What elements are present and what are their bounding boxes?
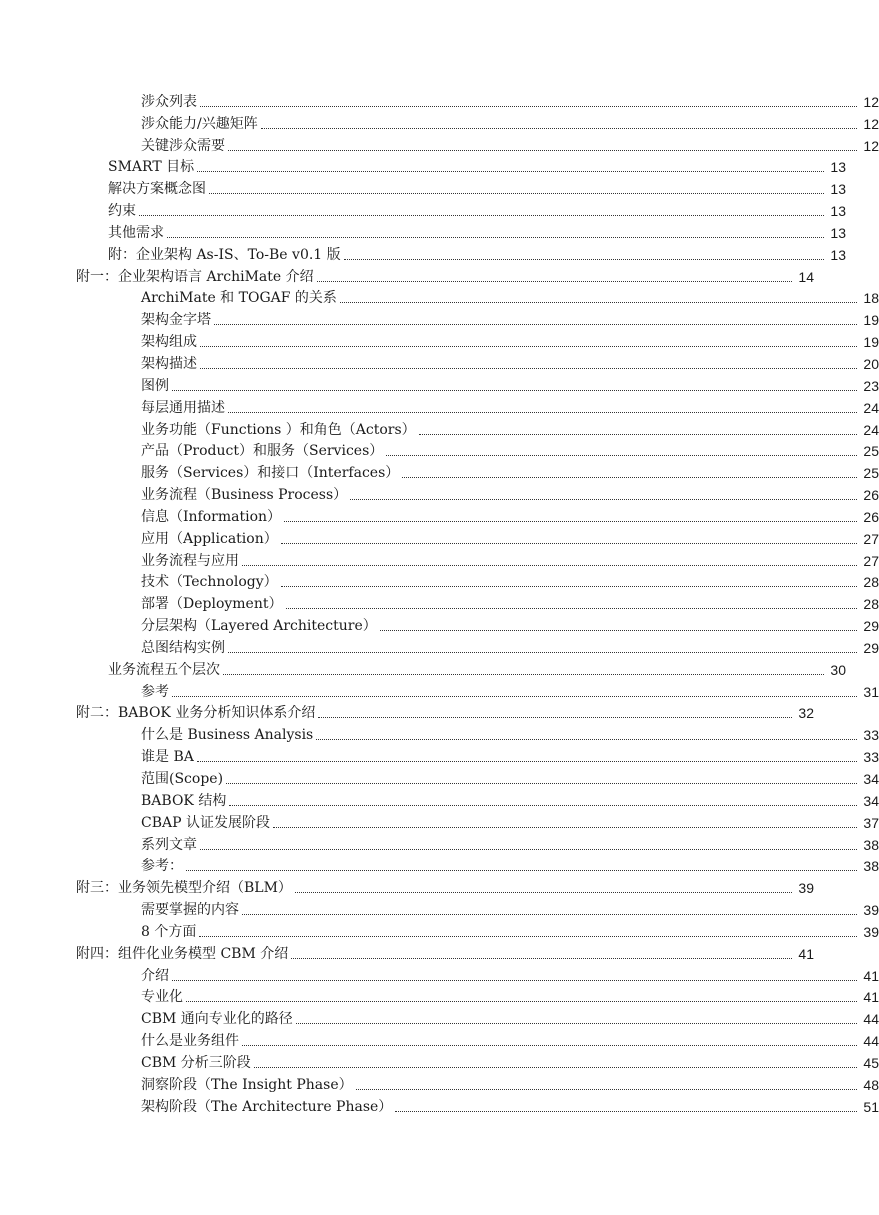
toc-entry-title: 业务流程（Business Process） <box>141 487 348 504</box>
toc-entry-page-number: 41 <box>863 989 879 1006</box>
toc-entry-title: 系列文章 <box>141 836 197 853</box>
toc-entry[interactable] <box>0 176 846 198</box>
toc-entry[interactable] <box>0 133 879 155</box>
toc-entry[interactable] <box>0 1050 879 1072</box>
toc-entry-title: 关键涉众需要 <box>141 137 225 154</box>
toc-entry-page-number: 23 <box>863 377 879 394</box>
dot-leader <box>286 608 858 609</box>
dot-leader <box>281 586 857 587</box>
toc-entry[interactable] <box>0 766 879 788</box>
toc-entry[interactable] <box>0 329 879 351</box>
toc-entry[interactable] <box>0 460 879 482</box>
toc-entry-page-number: 24 <box>863 399 879 416</box>
toc-entry-title: 部署（Deployment） <box>141 596 283 613</box>
toc-entry-title: 技术（Technology） <box>141 574 278 591</box>
dot-leader <box>402 477 857 478</box>
toc-entry-page-number: 20 <box>863 355 879 372</box>
dot-leader <box>291 958 792 959</box>
toc-entry-title: 服务（Services）和接口（Interfaces） <box>141 465 400 482</box>
dot-leader <box>200 106 857 107</box>
toc-entry-page-number: 39 <box>863 923 879 940</box>
toc-entry-title: 附：企业架构 As-IS、To-Be v0.1 版 <box>108 246 341 263</box>
toc-entry-title: 架构金字塔 <box>141 312 211 329</box>
toc-entry-page-number: 32 <box>798 705 814 722</box>
toc-entry[interactable] <box>0 832 879 854</box>
dot-leader <box>197 171 824 172</box>
toc-entry-title: 范围(Scope) <box>141 771 224 787</box>
toc-entry-title: 涉众能力/兴趣矩阵 <box>141 115 258 132</box>
toc-entry[interactable] <box>0 417 879 439</box>
toc-entry[interactable] <box>0 875 814 897</box>
dot-leader <box>261 128 857 129</box>
toc-entry-page-number: 29 <box>863 618 879 635</box>
toc-entry-page-number: 19 <box>863 334 879 351</box>
toc-entry-title: 涉众列表 <box>141 93 197 110</box>
toc-entry-title: 什么是业务组件 <box>141 1033 239 1050</box>
toc-entry-page-number: 24 <box>863 421 879 438</box>
toc-entry-title: BABOK 结构 <box>141 792 227 809</box>
dot-leader <box>295 892 792 893</box>
toc-entry-page-number: 45 <box>863 1054 879 1071</box>
toc-entry-page-number: 13 <box>830 203 846 220</box>
toc-entry-title: 约束 <box>108 203 136 220</box>
toc-entry-title: 每层通用描述 <box>141 399 225 416</box>
dot-leader <box>139 215 824 216</box>
toc-entry-page-number: 33 <box>863 727 879 744</box>
dot-leader <box>281 543 857 544</box>
dot-leader <box>199 936 857 937</box>
dot-leader <box>340 302 857 303</box>
toc-entry-title: CBM 分析三阶段 <box>141 1054 251 1071</box>
toc-entry[interactable] <box>0 1028 879 1050</box>
dot-leader <box>242 1045 857 1046</box>
toc-entry-page-number: 19 <box>863 312 879 329</box>
toc-entry-page-number: 13 <box>830 181 846 198</box>
toc-entry[interactable] <box>0 985 879 1007</box>
toc-entry-page-number: 28 <box>863 574 879 591</box>
toc-entry[interactable] <box>0 897 879 919</box>
dot-leader <box>200 346 857 347</box>
toc-entry[interactable] <box>0 963 879 985</box>
toc-entry-title: 架构组成 <box>141 334 197 351</box>
toc-entry-title: 其他需求 <box>108 224 164 241</box>
toc-entry[interactable] <box>0 679 879 701</box>
dot-leader <box>200 368 857 369</box>
toc-entry-page-number: 39 <box>863 902 879 919</box>
toc-entry-title: 附四：组件化业务模型 CBM 介绍 <box>76 945 289 962</box>
toc-entry-title: 附三：业务领先模型介绍（BLM） <box>76 880 292 897</box>
dot-leader <box>318 717 792 718</box>
toc-entry-page-number: 12 <box>863 93 879 110</box>
toc-entry[interactable] <box>0 395 879 417</box>
toc-entry[interactable] <box>0 788 879 810</box>
toc-entry-page-number: 13 <box>830 246 846 263</box>
toc-entry[interactable] <box>0 635 879 657</box>
toc-entry-title: 附二：BABOK 业务分析知识体系介绍 <box>76 705 316 722</box>
toc-entry-page-number: 26 <box>863 508 879 525</box>
toc-entry-page-number: 34 <box>863 792 879 809</box>
toc-entry[interactable] <box>0 744 879 766</box>
dot-leader <box>356 1089 857 1090</box>
toc-entry-title: 8 个方面 <box>141 923 197 940</box>
toc-entry-page-number: 27 <box>863 530 879 547</box>
dot-leader <box>344 259 824 260</box>
toc-entry[interactable] <box>0 286 879 308</box>
dot-leader <box>226 783 857 784</box>
toc-entry[interactable] <box>0 89 879 111</box>
toc-entry-page-number: 12 <box>863 137 879 154</box>
toc-entry[interactable] <box>0 526 879 548</box>
toc-entry-page-number: 30 <box>830 661 846 678</box>
toc-entry-title: 附一：企业架构语言 ArchiMate 介绍 <box>76 268 314 285</box>
toc-entry[interactable] <box>0 657 846 679</box>
dot-leader <box>209 193 824 194</box>
toc-entry-title: 谁是 BA <box>141 749 194 766</box>
toc-entry[interactable] <box>0 591 879 613</box>
toc-entry-title: 总图结构实例 <box>141 639 225 656</box>
toc-entry-title: CBM 通向专业化的路径 <box>141 1011 293 1028</box>
toc-entry-page-number: 12 <box>863 115 879 132</box>
toc-entry-page-number: 34 <box>863 771 879 787</box>
toc-entry[interactable] <box>0 854 879 876</box>
toc-entry[interactable] <box>0 810 879 832</box>
toc-entry[interactable] <box>0 198 846 220</box>
toc-entry[interactable] <box>0 351 879 373</box>
dot-leader <box>229 805 857 806</box>
toc-entry-title: SMART 目标 <box>108 159 195 176</box>
toc-entry[interactable] <box>0 1094 879 1116</box>
toc-entry-page-number: 27 <box>863 552 879 569</box>
dot-leader <box>200 849 857 850</box>
toc-entry-title: 分层架构（Layered Architecture） <box>141 618 377 635</box>
toc-entry-title: 什么是 Business Analysis <box>141 727 314 744</box>
toc-entry[interactable] <box>0 941 814 963</box>
dot-leader <box>214 324 857 325</box>
toc-entry-page-number: 14 <box>798 268 814 285</box>
toc-entry[interactable] <box>0 373 879 395</box>
toc-entry-title: 参考： <box>141 858 183 875</box>
toc-entry-page-number: 44 <box>863 1011 879 1028</box>
toc-entry-title: 业务流程与应用 <box>141 552 239 569</box>
toc-entry-page-number: 41 <box>863 967 879 984</box>
toc-entry-title: ArchiMate 和 TOGAF 的关系 <box>141 290 337 307</box>
toc-entry-title: 业务流程五个层次 <box>108 661 220 678</box>
dot-leader <box>172 696 857 697</box>
toc-entry-page-number: 25 <box>863 443 879 460</box>
toc-entry[interactable] <box>0 722 879 744</box>
toc-entry-page-number: 38 <box>863 858 879 875</box>
toc-entry-page-number: 44 <box>863 1033 879 1050</box>
toc-entry[interactable] <box>0 111 879 133</box>
toc-entry-page-number: 18 <box>863 290 879 307</box>
toc-entry-page-number: 31 <box>863 683 879 700</box>
dot-leader <box>228 412 857 413</box>
toc-entry-page-number: 38 <box>863 836 879 853</box>
toc-entry-page-number: 33 <box>863 749 879 766</box>
toc-entry-title: 产品（Product）和服务（Services） <box>141 443 384 460</box>
toc-entry-page-number: 29 <box>863 639 879 656</box>
dot-leader <box>317 281 792 282</box>
toc-entry-title: 应用（Application） <box>141 530 278 547</box>
toc-entry-title: 需要掌握的内容 <box>141 902 239 919</box>
toc-entry[interactable] <box>0 1072 879 1094</box>
dot-leader <box>419 434 857 435</box>
toc-entry[interactable] <box>0 439 879 461</box>
dot-leader <box>172 390 857 391</box>
dot-leader <box>350 499 857 500</box>
toc-entry-title: CBAP 认证发展阶段 <box>141 814 270 831</box>
toc-entry-title: 信息（Information） <box>141 508 282 525</box>
dot-leader <box>167 237 824 238</box>
toc-entry-page-number: 13 <box>830 224 846 241</box>
dot-leader <box>242 914 857 915</box>
toc-entry-page-number: 51 <box>863 1098 879 1115</box>
toc-entry[interactable] <box>0 307 879 329</box>
toc-entry-title: 架构阶段（The Architecture Phase） <box>141 1098 393 1115</box>
dot-leader <box>186 870 857 871</box>
toc-entry[interactable] <box>0 1006 879 1028</box>
toc-entry-page-number: 41 <box>798 945 814 962</box>
toc-entry-title: 架构描述 <box>141 355 197 372</box>
dot-leader <box>228 150 857 151</box>
dot-leader <box>380 630 857 631</box>
toc-entry[interactable] <box>0 548 879 570</box>
toc-entry-page-number: 26 <box>863 487 879 504</box>
toc-entry[interactable] <box>0 242 846 264</box>
dot-leader <box>197 761 857 762</box>
toc-entry[interactable] <box>0 701 814 723</box>
toc-entry-title: 解决方案概念图 <box>108 181 206 198</box>
toc-entry-title: 洞察阶段（The Insight Phase） <box>141 1076 353 1093</box>
toc-entry-title: 业务功能（Functions ）和角色（Actors） <box>141 421 416 438</box>
dot-leader <box>273 827 857 828</box>
toc-entry[interactable] <box>0 570 879 592</box>
toc-entry-title: 参考 <box>141 683 169 700</box>
toc-entry-title: 图例 <box>141 377 169 394</box>
dot-leader <box>172 980 857 981</box>
dot-leader <box>228 652 857 653</box>
toc-entry[interactable] <box>0 613 879 635</box>
toc-entry-page-number: 37 <box>863 814 879 831</box>
toc-entry-title: 介绍 <box>141 967 169 984</box>
toc-entry-page-number: 25 <box>863 465 879 482</box>
toc-entry-page-number: 13 <box>830 159 846 176</box>
toc-entry[interactable] <box>0 155 846 177</box>
dot-leader <box>186 1001 857 1002</box>
toc-entry[interactable] <box>0 220 846 242</box>
dot-leader <box>284 521 857 522</box>
dot-leader <box>316 739 857 740</box>
dot-leader <box>296 1023 857 1024</box>
toc-entry[interactable] <box>0 264 814 286</box>
dot-leader <box>223 674 824 675</box>
toc-entry-title: 专业化 <box>141 989 183 1006</box>
toc-entry[interactable] <box>0 504 879 526</box>
toc-entry-page-number: 28 <box>863 596 879 613</box>
dot-leader <box>242 565 857 566</box>
dot-leader <box>395 1111 857 1112</box>
dot-leader <box>254 1067 857 1068</box>
toc-entry[interactable] <box>0 482 879 504</box>
table-of-contents <box>0 89 879 1116</box>
toc-entry-page-number: 48 <box>863 1076 879 1093</box>
toc-entry-page-number: 39 <box>798 880 814 897</box>
toc-entry[interactable] <box>0 919 879 941</box>
dot-leader <box>386 455 857 456</box>
